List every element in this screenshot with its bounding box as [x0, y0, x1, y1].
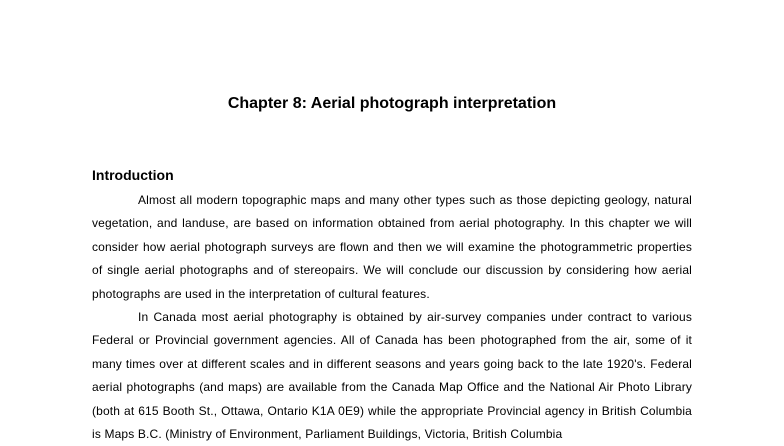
chapter-title: Chapter 8: Aerial photograph interpretation: [227, 95, 557, 112]
section-heading: Introduction: [92, 167, 174, 183]
body-text: [92, 189, 692, 446]
paragraph: In Canada most aerial photography is obtained by air-survey companies under contract to various Federal or Provincial government agencies. All of Canada has been photographed from the air, some of it many times over at different scales and in different seasons and years going back to the late 1920's. Federal aerial photographs (and maps) are available from the Canada Map Office and the National Air Photo Library (both at 615 Booth St., Ottawa, Ontario K1A 0E9) while the appropriate Provincial agency in British Columbia is Maps B.C. (Ministry of Environment, Parliament Buildings, Victoria, British Columbia: [92, 310, 692, 442]
paragraph: Almost all modern topographic maps and many other types such as those depicting geology, natural vegetation, and landuse, are based on information obtained from aerial photography. In this chapter we will consider how aerial photograph surveys are flown and then we will examine the photogrammetric properties of single aerial photographs and of stereopairs. We will conclude our discussion by considering how aerial photographs are used in the interpretation of cultural features.: [92, 193, 692, 301]
